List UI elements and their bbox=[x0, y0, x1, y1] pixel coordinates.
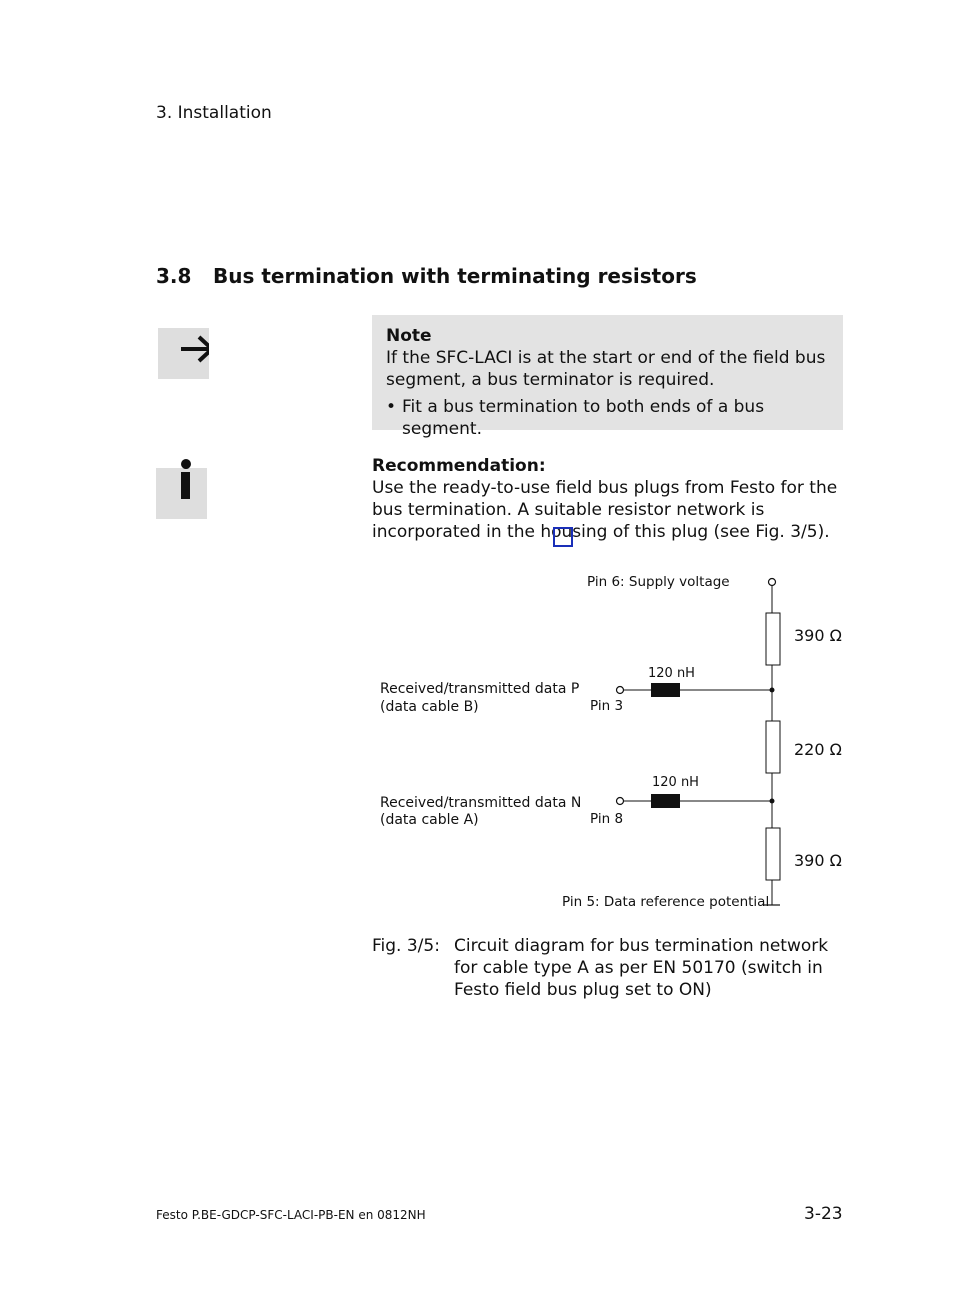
figure-label: Fig. 3/5: bbox=[372, 936, 440, 956]
info-icon-dot bbox=[181, 459, 191, 469]
label-pin5: Pin 5: Data reference potential bbox=[562, 894, 770, 910]
note-title: Note bbox=[386, 326, 432, 346]
resistor-middle bbox=[766, 721, 780, 773]
recommendation bbox=[372, 455, 852, 543]
inductor-bottom bbox=[651, 794, 680, 808]
resistor-top bbox=[766, 613, 780, 665]
label-pin8: Pin 8 bbox=[590, 811, 624, 827]
label-data-p-1: Received/transmitted data P bbox=[380, 681, 580, 697]
recommendation-title: Recommendation: bbox=[372, 456, 546, 476]
footer-document-id: Festo P.BE-GDCP-SFC-LACI-PB-EN en 0812NH bbox=[156, 1208, 426, 1222]
arrow-right-icon bbox=[158, 328, 209, 379]
label-r-bottom: 390 Ω bbox=[794, 851, 842, 870]
pin6-terminal bbox=[769, 579, 776, 586]
bullet-marker: • bbox=[386, 397, 397, 417]
note-bullet bbox=[386, 396, 833, 440]
label-pin3: Pin 3 bbox=[590, 698, 624, 714]
note-box bbox=[372, 315, 843, 439]
label-inductor-top: 120 nH bbox=[648, 666, 695, 681]
circuit-diagram bbox=[0, 560, 954, 920]
label-data-p-2: (data cable B) bbox=[380, 699, 479, 715]
junction-top bbox=[770, 688, 775, 693]
section-number: 3.8 bbox=[156, 264, 192, 288]
section-heading bbox=[156, 264, 697, 288]
label-r-mid: 220 Ω bbox=[794, 740, 842, 759]
figure-reference-highlight[interactable] bbox=[553, 527, 573, 547]
note-bullet-text: Fit a bus termination to both ends of a bus segment. bbox=[402, 397, 765, 439]
label-data-n-2: (data cable A) bbox=[380, 812, 479, 828]
running-header: 3. Installation bbox=[156, 103, 272, 123]
note-body: If the SFC-LACI is at the start or end of the field bus segment, a bus terminator is required. bbox=[386, 348, 826, 390]
section-title: Bus termination with terminating resistors bbox=[213, 264, 697, 288]
recommendation-body: Use the ready-to-use field bus plugs from Festo for the bus termination. A suitable resistor network is incorporated in the housing of this plug (see Fig. 3/5). bbox=[372, 478, 838, 542]
page-number: 3-23 bbox=[804, 1204, 843, 1224]
label-inductor-bottom: 120 nH bbox=[652, 775, 699, 790]
figure-caption-text: Circuit diagram for bus termination network for cable type A as per EN 50170 (switch in Festo field bus plug set to ON) bbox=[454, 936, 829, 1000]
junction-bottom bbox=[770, 799, 775, 804]
pin8-terminal bbox=[617, 798, 624, 805]
pin3-terminal bbox=[617, 687, 624, 694]
inductor-top bbox=[651, 683, 680, 697]
resistor-bottom bbox=[766, 828, 780, 880]
label-pin6: Pin 6: Supply voltage bbox=[587, 574, 730, 590]
figure-caption bbox=[372, 935, 842, 1001]
label-r-top: 390 Ω bbox=[794, 626, 842, 645]
label-data-n-1: Received/transmitted data N bbox=[380, 795, 582, 811]
info-icon bbox=[156, 468, 207, 519]
